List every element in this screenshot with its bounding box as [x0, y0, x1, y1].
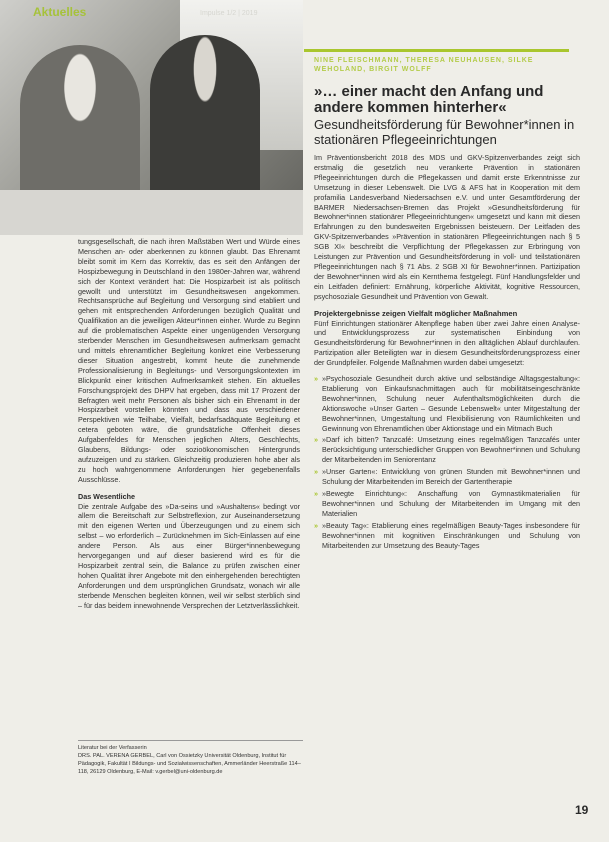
refs-contact: DRS. PAL. VERENA GERBEL, Carl von Ossietzky Universität Oldenburg, Institut für Pädagogik, Fakultät I Bildungs- und Sozialwissenschaften, Ammerländer Heerstraße 114–118, 26129 Oldenburg, E-Mail: v.gerbel@uni-oldenburg.de: [78, 753, 301, 775]
author-info: [78, 740, 303, 776]
article-photo: [0, 0, 303, 235]
bullet-icon: »: [314, 520, 318, 530]
article-title: [314, 84, 579, 147]
list-item: » »Bewegte Einrichtung«: Anschaffung von Gymnastikmaterialien für Bewohner*innen und Schulung der Mitarbeitenden im Umgang mit den Materialien: [314, 489, 580, 518]
section-tag: Aktuelles: [33, 5, 87, 19]
bullet-icon: »: [314, 435, 318, 445]
right-paragraph-2: Fünf Einrichtungen stationärer Altenpflege haben über zwei Jahre einen Analyse- und Entwicklungsprozess zur systematischen Einbindung von Gesundheitsförderung für Bewohner*innen in den alltäglichen Ablauf durchlaufen. Partizipation aller Beteiligten war in diesem Gesundheitsförderungsprozess einer der Grundpfeiler. Folgende Maßnahmen wurden dabei umgesetzt:: [314, 318, 580, 368]
left-paragraph-1: tungsgesellschaft, die nach ihren Maßstäben Wert und Würde eines Menschen an- oder aberkennen zu können glaubt. Das Ehrenamt bleibt somit im Kern das Korrektiv, das es seit den Anfängen der Hospizbewegung in Deutschland in den 1980er-Jahren war, während sich der Kontext verändert hat: Die Hospizarbeit ist als politisch gewollt und unterstützt im Gesundheitswesen angekommen. Rechtsansprüche auf Begleitung und Versorgung sind etabliert und gehen mit entsprechenden Anforderungen bezüglich Qualität und Qualifikation an die jeweiligen Akteur*innen einher. Wurde zu Beginn auf die problematischen Aspekte einer ungenügenden Versorgung sterbender Menschen im Gesundheitswesen aufmerksam gemacht und mittels ehrenamtlicher Begleitung konkret eine Verbesserung dieser Situation angestrebt, kommt heute die zunehmende Professionalisierung in Begleitungs- und Versorgungskontexten im Blickpunkt einer kritischen Aufmerksamkeit stehen. Ein aktuelles Forschungsprojekt des DHPV hat ergeben, dass mit 17 Prozent der Befragten weit mehr Personen als bisher sich ein Ehrenamt in der Hospizarbeit vorstellen könnten und dass aus verschiedener Perspektiven wie Teilhabe, Vielfalt, bedarfsadäquate Begleitung et cetera geboten wäre, die grundsätzliche Offenheit dieses Aufgabenfeldes für Menschen jeglichen Alters, Geschlechts, Glaubens, Bildungs- oder sozioökonomischen Hintergrunds aufzuzeigen und zu stärken. Gleichzeitig produzieren hohe aber als zu hoch wahrgenommene Anforderungen hier gegebenenfalls Ausschlüsse.: [78, 237, 300, 484]
left-subheading: Das Wesentliche: [78, 491, 135, 501]
refs-literature: Literatur bei der Verfasserin: [78, 745, 147, 751]
left-column: [78, 237, 300, 611]
accent-rule: [304, 49, 569, 52]
list-item: » »Psychosoziale Gesundheit durch aktive und selbständige Alltagsgestaltung«: Etablierung von Einkaufsnachmittagen auch für mobilitätseingeschränkte Bewohner*innen, Schulung neuer Aufenthaltsmöglichkeiten durch die Aktionswoche »Unser Garten – Gesunde Lebenswelt« unter Mitgestaltung der Bewohner*innen, Umgestaltung und Flexibilisierung von Räumlichkeiten und Gewinnung von Ehrenamtlichen über Aktionstage und ein Mitmach Buch: [314, 374, 580, 433]
page-number: 19: [575, 803, 589, 817]
title-sub: Gesundheitsförderung für Bewohner*innen in stationären Pflegeeinrichtungen: [314, 117, 575, 147]
right-paragraph-1: Im Präventionsbericht 2018 des MDS und GKV-Spitzenverbandes zeigt sich erstmalig die gesetzlich neu verankerte Prävention in stationären Pflegeeinrichtungen durch die Pflegekassen und damit erste Erkenntnisse zur Umsetzung in dieser Lebenswelt. Die LVG & AFS hat in Kooperation mit dem profamilia Landesverband Niedersachsen e.V. und unter Gesamtförderung der BARMER Niedersachsen-Bremen das Projekt »Gesundheitsförderung für Bewohner*innen stationärer Pflegeeinrichtungen« umgesetzt und kann mit diesen Erfahrungen zu den bundesweiten Ergebnissen beisteuern. Der Leitfaden des GKV-Spitzenverbandes »Prävention in stationären Pflegeeinrichtungen nach § 5 SGB XI« beschreibt die Verpflichtung der Pflegekassen zur Erbringung von Leistungen zur Prävention und Gesundheitsförderung in voll- und teilstationären Pflegeeinrichtungen nach § 71 Abs. 2 SGB XI für Bewohner*innen. Partizipation der Bewohner*innen wird als ein Kernthema festgelegt. Fünf Handlungsfelder und ein Leitfaden definiert: Ernährung, körperliche Aktivität, kognitive Ressourcen, psychosoziale Gesundheit und Prävention von Gewalt.: [314, 153, 580, 301]
author-line: NINE FLEISCHMANN, THERESA NEUHAUSEN, SILKE WEHOLAND, BIRGIT WOLFF: [314, 57, 534, 73]
measures-list: [314, 374, 580, 550]
issue-label: Impulse 1/2 | 2019: [200, 10, 258, 17]
bullet-icon: »: [314, 467, 318, 477]
photo-table: [0, 190, 303, 235]
list-item: » »Beauty Tag«: Etablierung eines regelmäßigen Beauty-Tages insbesondere für Bewohner*innen mit kognitiven Einschränkungen und Schulung von Mitarbeitenden zur Umsetzung des Beauty-Tages: [314, 520, 580, 550]
title-main: »… einer macht den Anfang und andere kommen hinterher«: [314, 83, 544, 116]
list-item: » »Darf ich bitten? Tanzcafé: Umsetzung eines regelmäßigen Tanzcafés unter Berücksichtigung unterschiedlicher Gruppen von Bewohner*innen und Schulung der Mitarbeitenden im Seniorentanz: [314, 435, 580, 465]
refs-divider: [78, 740, 303, 741]
bullet-icon: »: [314, 489, 318, 498]
right-subheading: Projektergebnisse zeigen Vielfalt möglicher Maßnahmen: [314, 308, 518, 318]
right-column: [314, 153, 580, 552]
left-paragraph-2: Die zentrale Aufgabe des »Da-seins und »Aushaltens« bedingt vor allem die Bereitschaft zur Selbstreflexion, zur Auseinandersetzung mit den eigenen Werten und Überzeugungen und zu einem sich selbst – wo erforderlich – Zurücknehmen im Sich-Einlassen auf eine andere Person. Als aus einer Bürger*innenbewegung hervorgegangen und auf dieser basierend wird es für die Hospizarbeit zentral sein, die Balance zu prüfen zwischen einer hohen Qualität ihrer Angebote mit den einhergehenden berechtigten Anforderungen und dem ursprünglichen Grundsatz, wonach wir alle sterbende Menschen begleiten können, weil wir selbst sterblich sind – für das beidem innewohnende Versprechen der Letztverlässlichkeit.: [78, 501, 300, 610]
bullet-icon: »: [314, 374, 318, 384]
list-item: » »Unser Garten«: Entwicklung von grünen Stunden mit Bewohner*innen und Schulung der Mitarbeitenden im Bereich der Gartentherapie: [314, 467, 580, 487]
